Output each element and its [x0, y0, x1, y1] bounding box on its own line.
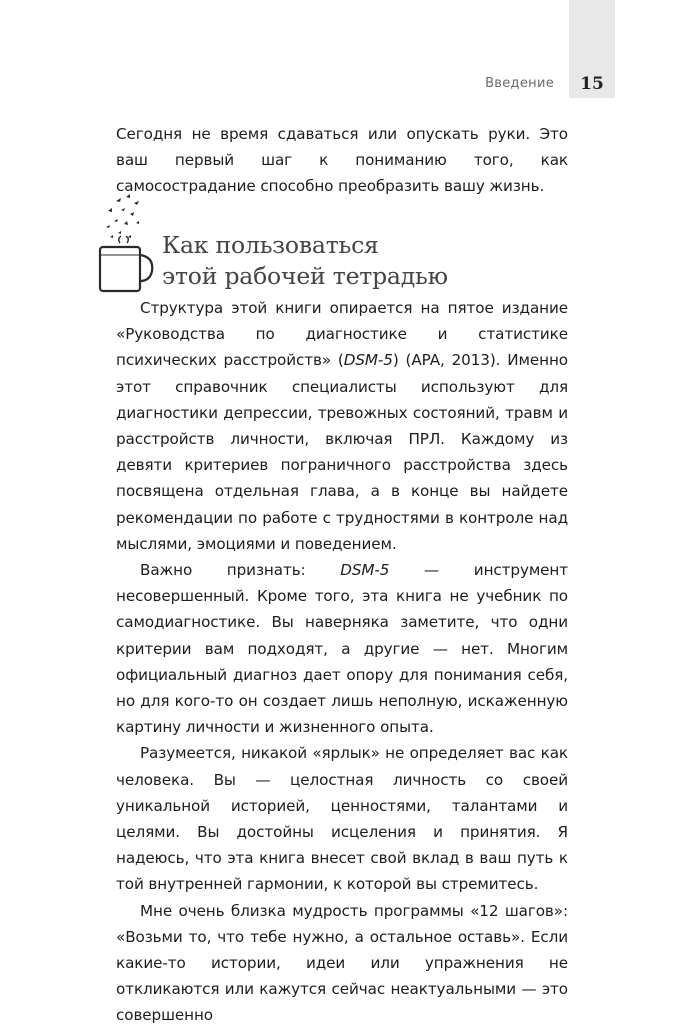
section-heading [162, 230, 448, 292]
paragraph-dsm-structure [116, 295, 568, 557]
page-number-tab [569, 0, 615, 98]
mug-with-birds-icon [94, 193, 158, 297]
intro-text [116, 121, 568, 200]
paragraph-label: Разумеется, никакой «ярлык» не определяет вас как человека. Вы — целостная личность со своей уникальной историей, ценностями, талантами и целями. Вы достойны исцеления и принятия. Я надеюсь, что эта книга внесет свой вклад в ваш путь к той внутренней гармонии, к которой вы стремитесь. [116, 744, 568, 894]
section-heading-line-1: Как пользоваться [162, 231, 379, 259]
section-heading-line-2: этой рабочей тетрадью [162, 262, 448, 290]
paragraph-text: Структура этой книги опирается на пятое издание «Руководства по диагностике и статистике психических расстройств» ( [116, 299, 568, 370]
page-number: 15 [580, 74, 604, 94]
dsm-term: DSM-5 [340, 561, 390, 580]
paragraph-text: Важно признать: [140, 561, 341, 580]
paragraph-text: — инструмент несовершенный. Кроме того, эта книга не учебник по самодиагностике. Вы наверняка заметите, что одни критерии вам подходят, а другие — нет. Многим официальный диагноз дает опору для понимания себя, но для кого-то он создает лишь неполную, искаженную картину личности и жизненного опыта. [116, 561, 569, 737]
dsm-term: DSM-5 [343, 351, 393, 370]
paragraph-text: ) (APA, 2013). Именно этот справочник специалисты используют для диагностики депрессии, тревожных состояний, травм и расстройств личности, включая ПРЛ. Каждому из девяти критериев пограничного расстройства здесь посвящена отдельная глава, а в конце вы найдете рекомендации по работе с трудностями в контроле над мыслями, эмоциями и поведением. [116, 351, 568, 553]
paragraph-dsm-imperfect [116, 557, 568, 740]
paragraph-12-steps: Мне очень близка мудрость программы «12 шагов»: «Возьми то, что тебе нужно, а остальное оставь». Если какие-то истории, идеи или упражнения не откликаются или кажутся сейчас неактуальными — это совершенно [116, 901, 568, 1025]
main-body-text [116, 295, 568, 1029]
running-header-title: Введение [485, 76, 554, 91]
intro-paragraph: Сегодня не время сдаваться или опускать руки. Это ваш первый шаг к пониманию того, как самосострадание способно преобразить вашу жизнь. [116, 125, 568, 196]
